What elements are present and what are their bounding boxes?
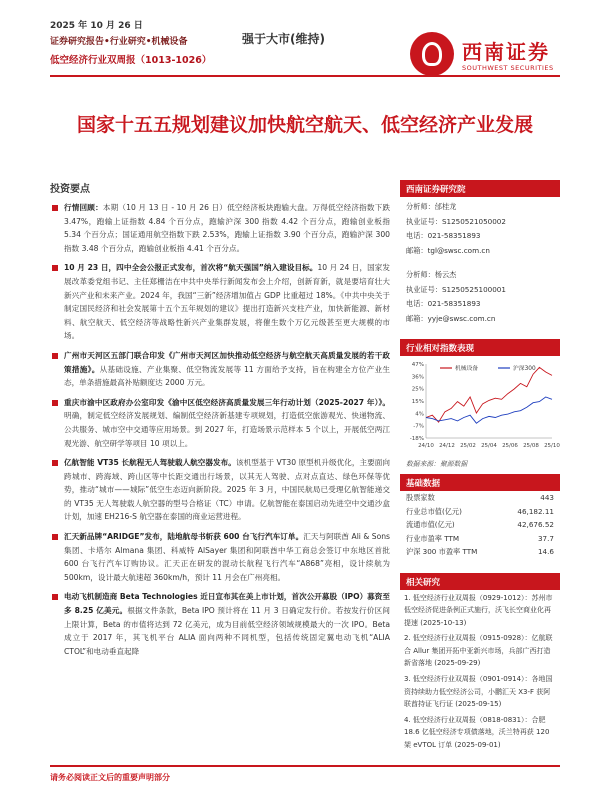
series-line-1 (426, 397, 552, 423)
bullet-icon (52, 534, 58, 540)
fundamentals-table (400, 491, 560, 559)
report-header (50, 12, 560, 92)
analyst-email[interactable]: 邮箱：yyje@swsc.com.cn (406, 313, 496, 323)
related-list (400, 590, 560, 757)
sidebar (400, 180, 560, 757)
row-label: 流通市值(亿元) (406, 520, 455, 529)
y-tick-label: -7% (413, 423, 424, 430)
fundamentals-heading: 基础数据 (400, 474, 560, 491)
logo-cn: 西南证券 (462, 40, 550, 64)
chart-source: 数据来源：聚源数据 (406, 460, 468, 468)
rating: 强于大市(维持) (242, 32, 325, 46)
key-points (50, 180, 390, 664)
company-logo (410, 30, 560, 78)
key-point (50, 201, 390, 255)
key-point-lead: 广州市天河区五部门联合印发《广州市天河区加快推动低空经济与航空航天高质量发展的若干政策措施》。 (64, 350, 390, 374)
analyst-tel: 电话：021-58351893 (406, 299, 481, 308)
row-label: 沪深 300 市盈率 TTM (406, 547, 478, 556)
key-point-lead: 重庆市渝中区政府办公室印发《渝中区低空经济高质量发展三年行动计划（2025-2027 年）》。 (64, 397, 390, 407)
table-row (400, 532, 560, 546)
key-point (50, 590, 390, 658)
related-item[interactable]: 2. 低空经济行业双周报（0915-0928）：亿航联合 Allur 集团开拓中亚新兴市场，兵部广西打造新省落地 (2025-09-29) (404, 634, 553, 668)
legend-label: 沪深300 (513, 366, 536, 372)
bullet-icon (52, 460, 58, 466)
report-title: 国家十五五规划建议加快航空航天、低空经济产业发展 (76, 114, 533, 136)
relative-index-chart (400, 356, 560, 456)
chart-heading: 行业相对指数表现 (400, 339, 560, 356)
x-tick-label: 25/02 (460, 443, 476, 449)
row-label: 股票家数 (406, 493, 435, 502)
y-tick-label: 36% (411, 374, 424, 381)
footer-divider (50, 765, 560, 767)
row-value: 443 (540, 493, 554, 502)
footer-disclaimer: 请务必阅读正文后的重要声明部分 (50, 773, 170, 782)
key-point-text: 该机型基于 VT30 原型机升级优化，主要面向跨城市、跨海域、跨山区等中长距交通出行场景，以其无人驾驶、点对点直达、绿色环保等优势，推动“城市——城际”低空生态迈向新阶段。2025 年 3 月，中国民航局已受理亿航智能递交的 VT35 无人驾驶载人航空器的型号合格证（TC）申请。亿航智能在泰国启动先进空中交通沙盒计划，加速 EH216-S 航空器在泰国的商业运营进程。 (64, 458, 390, 522)
x-tick-label: 25/04 (481, 443, 497, 449)
analyst-email[interactable]: 邮箱：tgl@swsc.com.cn (406, 245, 490, 255)
key-point-lead: 电动飞机制造商 Beta Technologies 近日宣布其在美上市计划，首次公开募股（IPO）募资至多 8.25 亿美元。 (64, 592, 390, 616)
y-tick-label: 15% (411, 399, 424, 405)
analyst-name: 分析师：邰桂龙 (406, 202, 457, 211)
row-value: 14.6 (537, 547, 554, 556)
x-tick-label: 24/12 (439, 443, 455, 449)
bullet-icon (52, 353, 58, 359)
key-point (50, 349, 390, 390)
key-point (50, 530, 390, 584)
analyst-tel: 电话：021-58351893 (406, 231, 481, 240)
related-item[interactable]: 1. 低空经济行业双周报（0929-1012）：苏州市低空经济促进条例正式施行，沃飞长空商业化再提速 (2025-10-13) (404, 593, 553, 627)
analyst-cert: 执业证号：S1250525100001 (406, 284, 506, 294)
key-point-text: 汇天与阿联酋 Ali & Sons 集团、卡塔尔 Almana 集团、科威特 AlSayer 集团和阿联酋中华工商总会签订中东地区首批 600 台飞行汽车订购协议。汇天正在研发的混动长航程飞行汽车“A868”亮相，设计续航为 500km，设计最大航速超 360km/h，预计 11 月会在广州亮相。 (64, 532, 390, 582)
key-point-text: 明确，制定低空经济发展规划、编制低空经济新基建专项规划，打造低空旅游观光、快递物流、公共服务、城市空中交通等应用场景。到 2027 年，打造场景示范样本 5 个以上，开展低空两江观光游、航空研学等项目 10 项以上。 (64, 411, 390, 448)
x-tick-label: 25/10 (544, 443, 560, 449)
chart-svg (400, 356, 560, 456)
x-tick-label: 24/10 (418, 443, 434, 449)
key-point-text: 10 月 24 日，国家发展改革委党组书记、主任郑栅洁在中共中央举行新闻发布会上介绍，创新育新，就是要培育壮大新兴产业和未来产业。2024 年，我国“三新”经济增加值占 GDP 比重超过 18%。《中共中央关于制定国民经济和社会发展第十五个五年规划的建议》提出打造新兴支柱产业，加快新能源、新材料、航空航天、低空经济等战略性新兴产业集群发展，将催生数个万亿元级甚至更大规模的市场。 (64, 263, 390, 341)
table-row (400, 545, 560, 559)
key-points-heading: 投资要点 (50, 184, 90, 195)
key-point (50, 396, 390, 450)
bullet-icon (52, 205, 58, 211)
row-value: 46,182.11 (517, 506, 554, 516)
y-tick-label: 4% (415, 411, 424, 418)
series-line-0 (426, 367, 552, 422)
analyst-name: 分析师：杨云杰 (406, 270, 457, 279)
report-date: 2025 年 10 月 26 日 (50, 21, 143, 31)
analysts-heading: 西南证券研究院 (400, 180, 560, 197)
logo-mark-icon (410, 32, 454, 76)
related-item[interactable]: 3. 低空经济行业双周报（0901-0914）：各地国资持续助力低空经济公司，小鹏汇天 X3-F 获阿联酋持证飞行证 (2025-09-15) (404, 675, 553, 709)
key-point (50, 261, 390, 343)
row-label: 行业市盈率 TTM (406, 533, 460, 543)
y-tick-label: 47% (411, 362, 424, 368)
key-point-text: 本期（10 月 13 日 - 10 月 26 日）低空经济板块跑输大盘。万得低空经济指数下跌 3.47%，跑输上证指数 4.84 个百分点，跑输沪深 300 指数 4.42 个百分点，跑输创业板指 5.34 个百分点；国证通用航空指数下跌 2.53%，跑输上证指数 3.90 个百分点，跑输沪深 300 指数 3.48 个百分点，跑输创业板指 4.41 个百分点。 (64, 203, 391, 253)
analyst-cert: 执业证号：S1250521050002 (406, 216, 506, 226)
related-heading: 相关研究 (400, 573, 560, 590)
row-value: 42,676.52 (517, 520, 554, 529)
related-item[interactable]: 4. 低空经济行业双周报（0818-0831）：合肥 18.6 亿低空经济专项债落地，沃兰特再获 120 架 eVTOL 订单 (2025-09-01) (404, 715, 550, 750)
bullet-icon (52, 400, 58, 406)
logo-en: SOUTHWEST SECURITIES (462, 64, 554, 72)
key-point-lead: 汇天新品牌“ARIDGE”发布，陆地航母书斩获 600 台飞行汽车订单。 (64, 532, 304, 542)
bullet-icon (52, 265, 58, 271)
key-point-text: 从基础设施、产业集聚、低空物流发展等 11 方面给予支持，旨在构建全方位产业生态，单条措施最高补贴额度达 2000 万元。 (64, 364, 390, 388)
report-series: 低空经济行业双周报（1013-1026） (50, 55, 212, 66)
key-point-lead: 行情回顾： (64, 203, 103, 212)
key-point-lead: 亿航智能 VT35 长航程无人驾驶载人航空器发布。 (64, 458, 236, 468)
bullet-icon (52, 594, 58, 600)
analyst-card (400, 197, 560, 261)
table-row (400, 518, 560, 532)
table-row (400, 491, 560, 505)
key-point-lead: 10 月 23 日，四中全会公报正式发布，首次将“航天强国”纳入建设目标。 (64, 263, 318, 273)
y-tick-label: -18% (409, 436, 424, 442)
key-point (50, 456, 390, 524)
legend-label: 机械设备 (455, 366, 479, 372)
report-category: 证券研究报告•行业研究•机械设备 (50, 37, 188, 47)
key-point-text: 根据文件条款，Beta IPO 预计将在 11 月 3 日确定发行价。若按发行价区间上限计算，Beta 的市值将达到 72 亿美元，成为目前低空经济领域规模最大的一次 IPO。Beta 成立于 2017 年，其飞机平台 ALIA 面向两种不同机型，包括传统固定翼电动飞机“ALIA CTOL”和电动垂直起降 (64, 606, 390, 656)
table-row (400, 505, 560, 519)
y-tick-label: 25% (411, 386, 424, 393)
x-tick-label: 25/08 (523, 443, 539, 449)
header-divider (50, 75, 560, 77)
row-label: 行业总市值(亿元) (406, 506, 462, 516)
x-tick-label: 25/06 (502, 443, 518, 449)
analyst-card (400, 265, 560, 329)
row-value: 37.7 (537, 533, 554, 543)
